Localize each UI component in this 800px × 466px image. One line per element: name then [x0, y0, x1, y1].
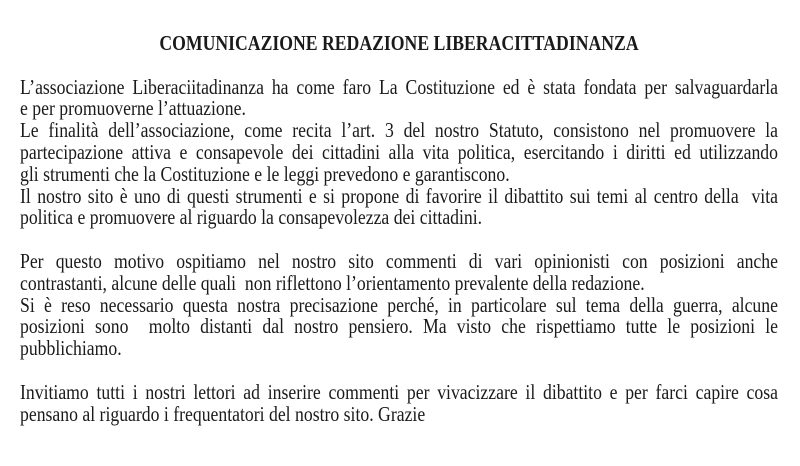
text-line: Il nostro sito è uno di questi strumenti e si propone di favorire il dibattito sui temi al centro della vita	[20, 183, 778, 208]
text-line: e per promuoverne l’attuazione.	[20, 96, 246, 121]
text-line: politica e promuovere al riguardo la consapevolezza dei cittadini.	[20, 205, 483, 230]
text-line: gli strumenti che la Costituzione e le leggi prevedono e garantiscono.	[20, 161, 510, 186]
document-body	[20, 74, 778, 426]
paragraph	[20, 74, 778, 230]
paragraph	[20, 379, 778, 426]
paragraph	[20, 248, 778, 361]
document-title: COMUNICAZIONE REDAZIONE LIBERACITTADINANZA	[159, 31, 639, 55]
text-line: Invitiamo tutti i nostri lettori ad inserire commenti per vivacizzare il dibattito e per farci capire cosa	[20, 379, 778, 404]
text-line: posizioni sono molto distanti dal nostro pensiero. Ma visto che rispettiamo tutte le posizioni le	[20, 314, 778, 339]
text-line: pubblichiamo.	[20, 336, 122, 361]
text-line: partecipazione attiva e consapevole dei cittadini alla vita politica, esercitando i diritti ed utilizzando	[20, 139, 778, 164]
document-page	[20, 33, 778, 425]
text-line: contrastanti, alcune delle quali non riflettono l’orientamento prevalente della redazione.	[20, 270, 645, 295]
text-line: Le finalità dell’associazione, come recita l’art. 3 del nostro Statuto, consistono nel promuovere la	[20, 118, 778, 143]
text-line: pensano al riguardo i frequentatori del nostro sito. Grazie	[20, 401, 426, 426]
text-line: Si è reso necessario questa nostra precisazione perché, in particolare sul tema della guerra, alcune	[20, 292, 778, 317]
text-line: Per questo motivo ospitiamo nel nostro sito commenti di vari opinionisti con posizioni anche	[20, 248, 778, 273]
text-line: L’associazione Liberaciitadinanza ha come faro La Costituzione ed è stata fondata per salvaguardarla	[20, 74, 778, 99]
